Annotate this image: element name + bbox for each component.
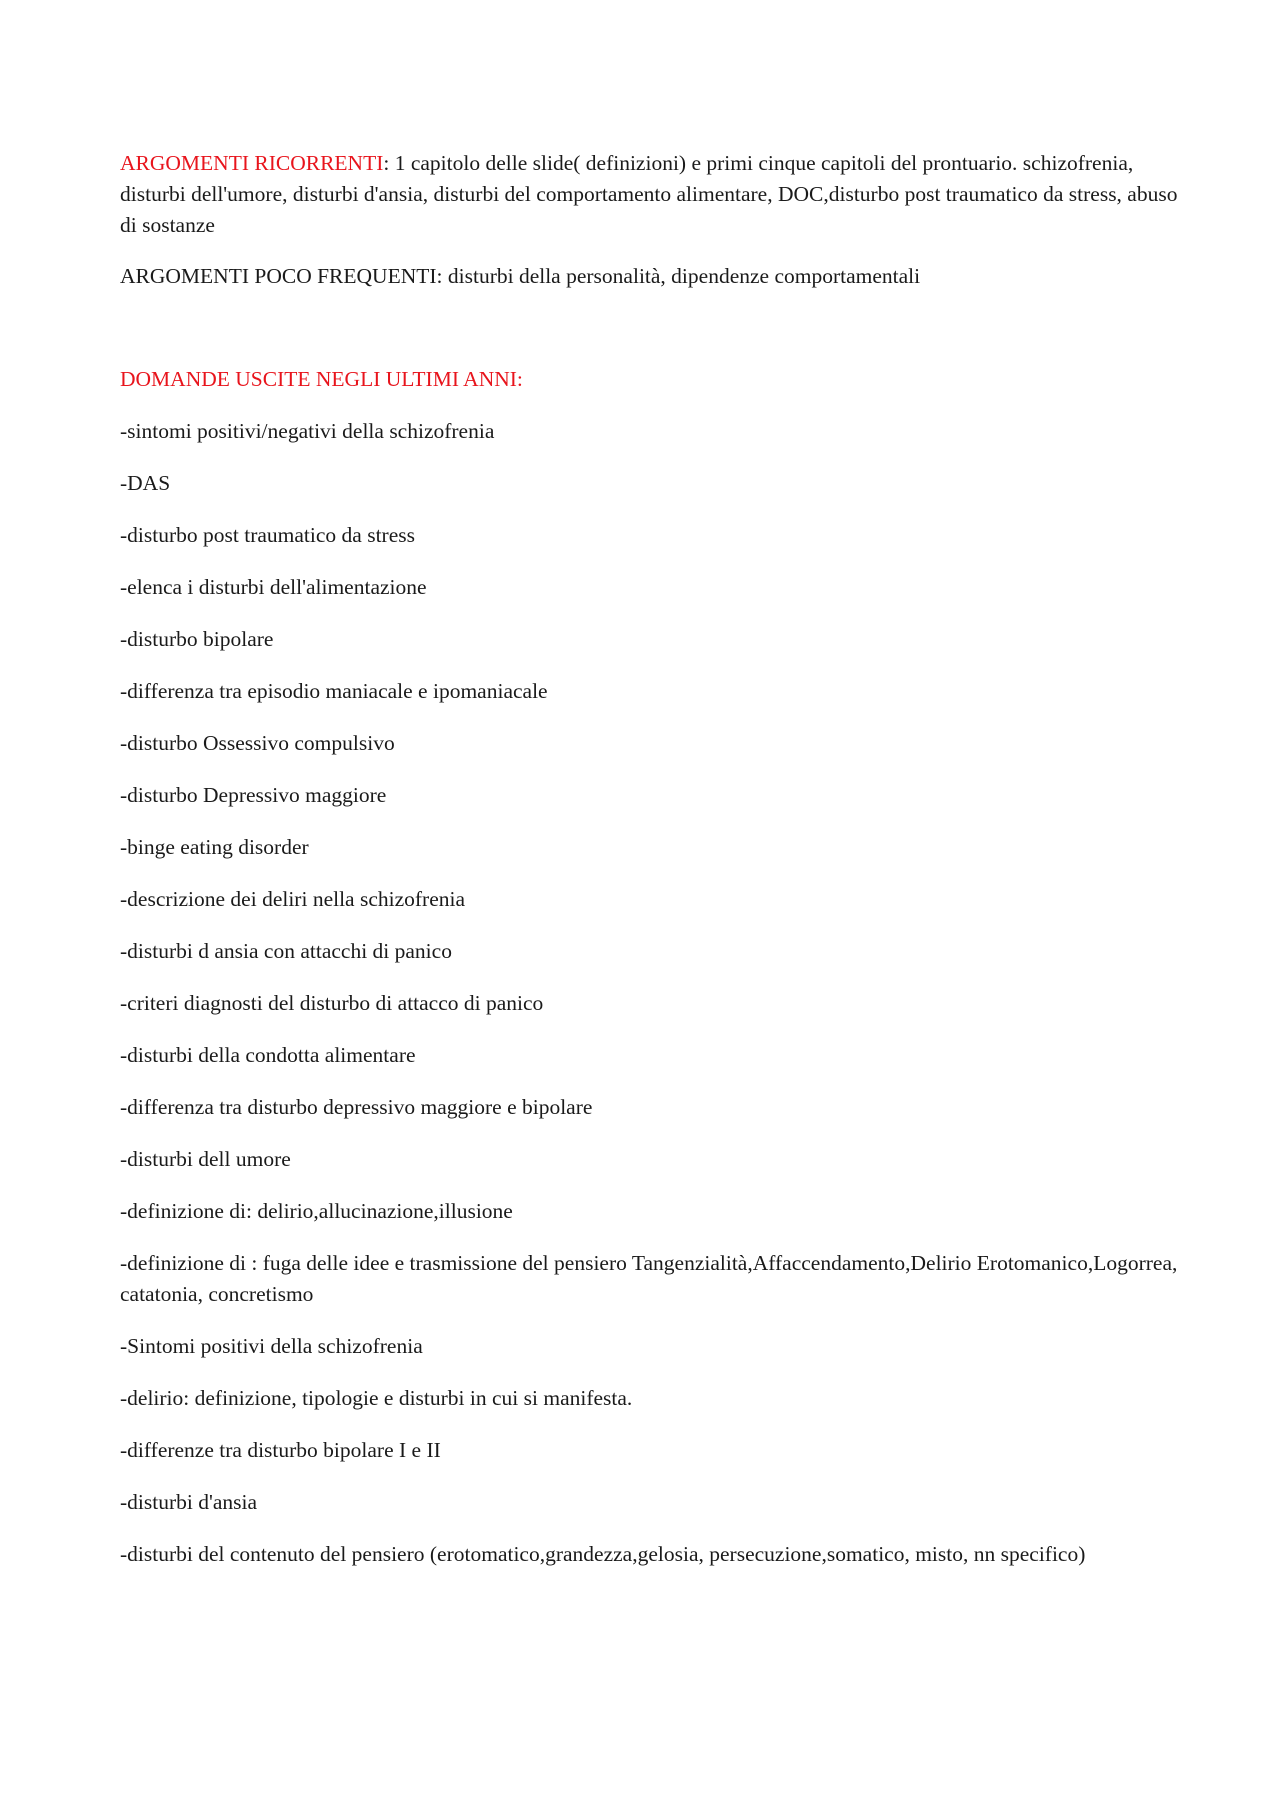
recurring-topics-label: ARGOMENTI RICORRENTI	[120, 151, 384, 175]
question-item: -elenca i disturbi dell'alimentazione	[120, 575, 427, 599]
question-item: -binge eating disorder	[120, 835, 309, 859]
recurring-topics-text: : 1 capitolo delle slide( definizioni) e primi cinque capitoli del prontuario. schizofrenia, disturbi dell'umore, disturbi d'ansia, disturbi del comportamento alimentare, DOC,disturbo post traumatico da stress, abuso di sostanze	[120, 151, 1178, 237]
question-item: -descrizione dei deliri nella schizofrenia	[120, 887, 466, 911]
question-item: -disturbo bipolare	[120, 627, 274, 651]
question-item: -disturbo Ossessivo compulsivo	[120, 731, 395, 755]
question-item: -disturbi della condotta alimentare	[120, 1043, 416, 1067]
question-item: -sintomi positivi/negativi della schizofrenia	[120, 419, 495, 443]
question-item: -disturbi d ansia con attacchi di panico	[120, 939, 452, 963]
question-item: -disturbi d'ansia	[120, 1490, 258, 1514]
rare-topics-paragraph: ARGOMENTI POCO FREQUENTI: disturbi della personalità, dipendenze comportamentali	[120, 264, 921, 288]
question-item: -definizione di: delirio,allucinazione,illusione	[120, 1199, 513, 1223]
question-item: -disturbo Depressivo maggiore	[120, 783, 387, 807]
question-item: -differenza tra episodio maniacale e ipomaniacale	[120, 679, 548, 703]
question-item: -disturbi del contenuto del pensiero (erotomatico,grandezza,gelosia, persecuzione,somatico, misto, nn specifico)	[120, 1542, 1086, 1566]
question-item: -delirio: definizione, tipologie e disturbi in cui si manifesta.	[120, 1386, 633, 1410]
document-page	[120, 148, 1180, 1591]
question-item: -differenza tra disturbo depressivo maggiore e bipolare	[120, 1095, 593, 1119]
question-item: -disturbo post traumatico da stress	[120, 523, 415, 547]
question-item: -Sintomi positivi della schizofrenia	[120, 1334, 423, 1358]
question-item: -criteri diagnosti del disturbo di attacco di panico	[120, 991, 544, 1015]
questions-heading: DOMANDE USCITE NEGLI ULTIMI ANNI:	[120, 367, 523, 391]
questions-list	[120, 416, 1180, 1570]
recurring-topics-paragraph	[120, 148, 1180, 241]
question-item: -differenze tra disturbo bipolare I e II	[120, 1438, 441, 1462]
question-item: -DAS	[120, 471, 171, 495]
question-item: -disturbi dell umore	[120, 1147, 291, 1171]
question-item: -definizione di : fuga delle idee e trasmissione del pensiero Tangenzialità,Affaccendamento,Delirio Erotomanico,Logorrea, catatonia, concretismo	[120, 1251, 1178, 1306]
